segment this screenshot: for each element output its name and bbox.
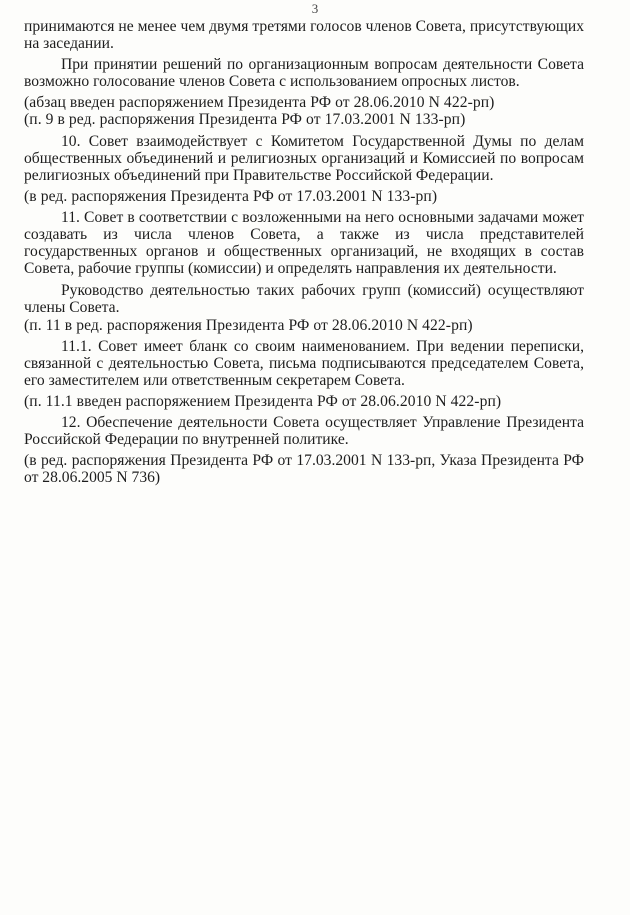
paragraph-item-11: 11. Совет в соответствии с возложенными на него основными задачами может создавать из числа членов Совета, а также из числа представителей государственных органов и общественных организаций, не входящих в состав Совета, рабочие группы (комиссии) и определять направления их деятельности. bbox=[24, 208, 584, 278]
amendment-note: (в ред. распоряжения Президента РФ от 17.03.2001 N 133-рп) bbox=[24, 187, 438, 205]
page-number: 3 bbox=[311, 1, 319, 16]
paragraph-questionnaire-voting: При принятии решений по организационным вопросам деятельности Совета возможно голосование членов Совета с использованием опросных листов. bbox=[24, 56, 584, 91]
amendment-note: (в ред. распоряжения Президента РФ от 17.03.2001 N 133-рп, Указа Президента РФ от 28.06.2005 N 736) bbox=[24, 452, 584, 487]
paragraph-item-12: 12. Обеспечение деятельности Совета осуществляет Управление Президента Российской Федерации по внутренней политике. bbox=[24, 413, 584, 449]
amendment-note: (п. 11 в ред. распоряжения Президента РФ от 28.06.2010 N 422-рп) bbox=[24, 316, 473, 334]
document-body bbox=[24, 18, 584, 486]
paragraph-item-10: 10. Совет взаимодействует с Комитетом Государственной Думы по делам общественных объединений и религиозных организаций и Комиссией по вопросам религиозных объединений при Правительстве Российской Федерации. bbox=[24, 132, 584, 184]
amendment-note: (абзац введен распоряжением Президента РФ от 28.06.2010 N 422-рп) bbox=[24, 94, 495, 112]
paragraph-voting-continuation: принимаются не менее чем двумя третями голосов членов Совета, присутствующих на заседании. bbox=[24, 18, 584, 53]
paragraph-working-groups-leadership: Руководство деятельностью таких рабочих групп (комиссий) осуществляют члены Совета. bbox=[24, 282, 584, 317]
paragraph-item-11-1: 11.1. Совет имеет бланк со своим наименованием. При ведении переписки, связанной с деятельностью Совета, письма подписываются председателем Совета, его заместителем или ответственным секретарем Совета. bbox=[24, 337, 584, 389]
amendment-note: (п. 9 в ред. распоряжения Президента РФ от 17.03.2001 N 133-рп) bbox=[24, 111, 466, 129]
amendment-note: (п. 11.1 введен распоряжением Президента РФ от 28.06.2010 N 422-рп) bbox=[24, 392, 502, 410]
